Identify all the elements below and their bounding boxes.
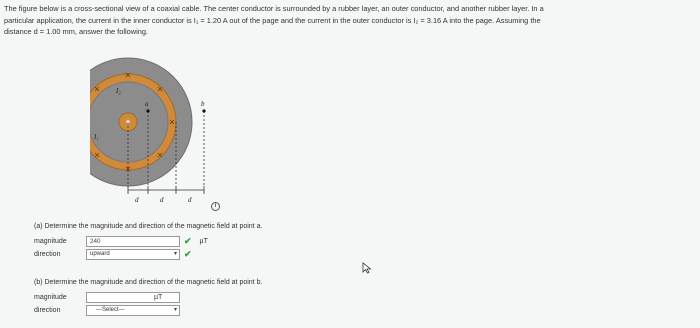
label-b: b	[201, 100, 205, 108]
part-b-direction-select[interactable]	[86, 305, 180, 316]
part-b-direction-label: direction	[34, 307, 61, 314]
part-b-magnitude-unit: µT	[154, 294, 163, 301]
part-b	[34, 279, 262, 286]
part-a-magnitude-label: magnitude	[34, 238, 67, 245]
part-a-direction-select[interactable]	[86, 249, 180, 260]
chevron-down-icon: ▾	[173, 307, 177, 313]
part-b-direction-value: ---Select---	[96, 307, 125, 313]
part-b-magnitude-row	[34, 292, 162, 303]
problem-line-2: particular application, the current in the inner conductor is I₁ = 1.20 A out of the page and the current in the outer conductor is I₂ = 3.16 A into the page. Assuming the	[4, 15, 541, 25]
coaxial-cable-figure	[90, 47, 250, 217]
problem-line-1: The figure below is a cross-sectional view of a coaxial cable. The center conductor is surrounded by a rubber layer, an outer conductor, and another rubber layer. In a	[4, 4, 544, 13]
point-a	[146, 109, 149, 112]
label-d-2: d	[160, 196, 164, 204]
part-b-magnitude-input[interactable]	[86, 292, 180, 303]
label-d-3: d	[188, 196, 192, 204]
mouse-cursor-icon	[362, 262, 372, 274]
part-a-magnitude-unit: µT	[199, 238, 208, 245]
label-a: a	[145, 100, 149, 108]
part-a-magnitude-check-icon: ✔	[184, 236, 192, 246]
part-a-direction-value: upward	[90, 251, 110, 257]
part-a	[34, 223, 262, 230]
part-a-direction-check-icon: ✔	[184, 249, 192, 259]
part-a-question: (a) Determine the magnitude and direction of the magnetic field at point a.	[34, 223, 263, 230]
part-b-question: (b) Determine the magnitude and direction of the magnetic field at point b.	[34, 279, 263, 286]
part-a-magnitude-input[interactable]: 240	[86, 236, 180, 247]
problem-statement	[4, 3, 696, 38]
part-a-direction-label: direction	[34, 251, 61, 258]
part-b-magnitude-label: magnitude	[34, 294, 67, 301]
part-a-magnitude-row	[34, 236, 208, 247]
point-b	[202, 109, 205, 112]
part-b-direction-row	[34, 305, 180, 316]
chevron-down-icon: ▾	[173, 251, 177, 257]
label-i2: I₂	[116, 87, 121, 95]
label-i1: I₁	[94, 133, 99, 141]
info-icon[interactable]: i	[211, 202, 220, 211]
label-d-1: d	[135, 196, 139, 204]
part-a-direction-row	[34, 249, 192, 260]
problem-line-3: distance d = 1.00 mm, answer the following.	[4, 27, 148, 36]
